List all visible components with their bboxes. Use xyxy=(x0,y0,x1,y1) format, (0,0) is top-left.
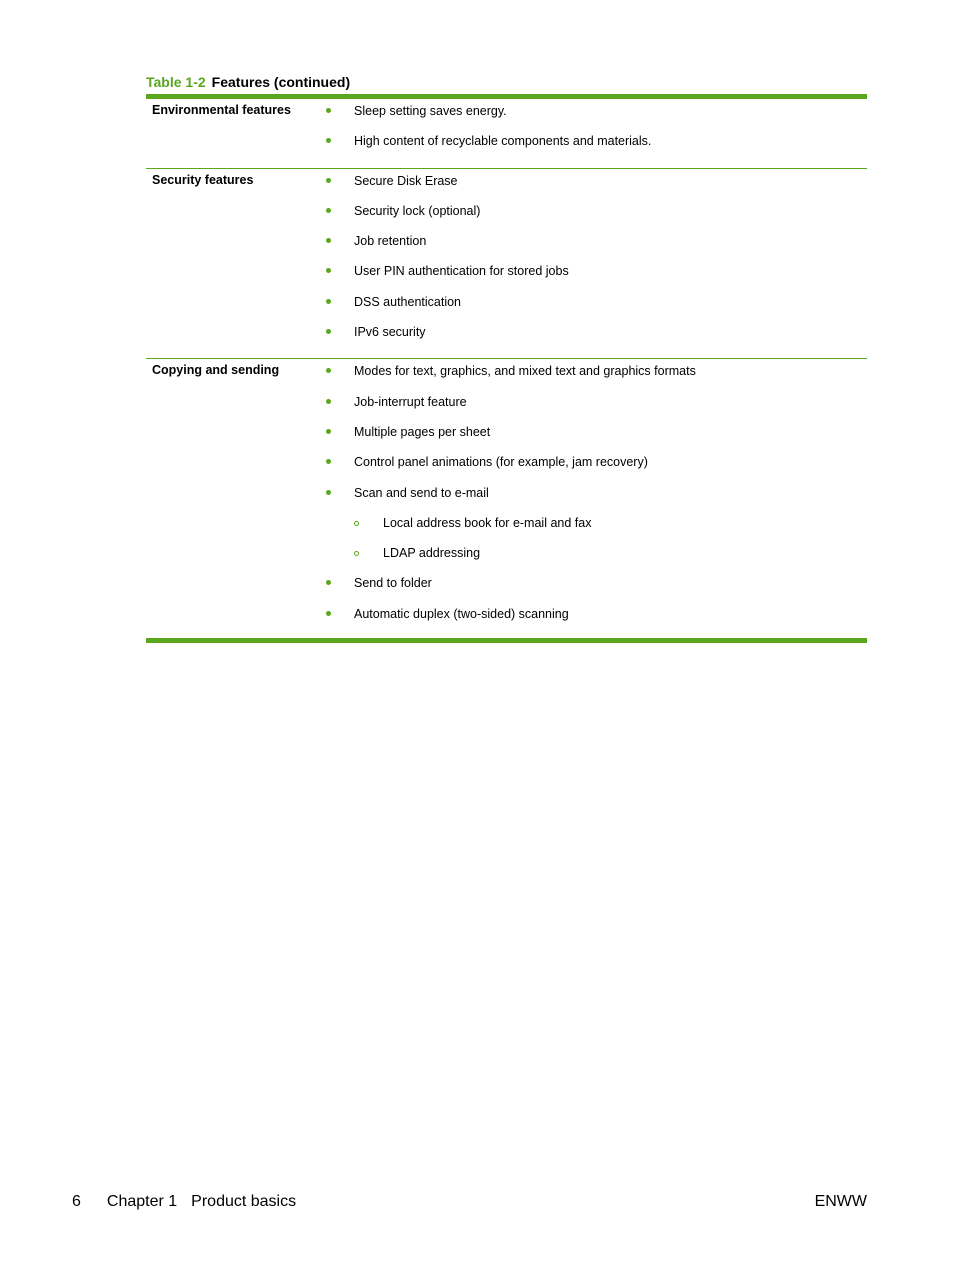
row-label: Environmental features xyxy=(152,103,291,117)
bullet-icon xyxy=(326,178,331,183)
list-item-text: Sleep setting saves energy. xyxy=(354,104,507,118)
table-row-security xyxy=(146,169,867,360)
feature-list xyxy=(146,171,867,353)
list-item xyxy=(146,573,867,603)
list-item xyxy=(146,604,867,634)
row-label: Security features xyxy=(152,172,254,187)
list-item xyxy=(146,171,867,201)
table-row-copying-sending xyxy=(146,359,867,638)
list-item-text: Local address book for e-mail and fax xyxy=(383,515,592,530)
feature-list xyxy=(146,101,867,162)
list-item xyxy=(146,322,867,352)
page-footer-left xyxy=(72,1193,296,1211)
bullet-icon xyxy=(326,611,331,616)
bullet-icon xyxy=(326,399,331,404)
list-item-text: Secure Disk Erase xyxy=(354,173,458,188)
list-item-text: IPv6 security xyxy=(354,325,426,340)
bullet-icon xyxy=(326,108,331,113)
list-item xyxy=(146,422,867,452)
list-item xyxy=(146,261,867,291)
bullet-icon xyxy=(326,238,331,243)
bullet-icon xyxy=(326,208,331,213)
list-item xyxy=(146,483,867,513)
features-table xyxy=(146,94,867,643)
chapter-title: Product basics xyxy=(191,1193,297,1210)
bullet-icon xyxy=(326,459,331,464)
list-item-text: Modes for text, graphics, and mixed text and graphics formats xyxy=(354,364,696,379)
list-item-text: LDAP addressing xyxy=(383,546,481,561)
table-row-environmental xyxy=(146,99,867,169)
sub-list-item xyxy=(146,543,867,573)
list-item xyxy=(146,201,867,231)
list-item-text: Scan and send to e-mail xyxy=(354,485,489,500)
table-title: Features (continued) xyxy=(211,74,351,90)
list-item xyxy=(146,292,867,322)
list-item xyxy=(146,452,867,482)
row-label: Copying and sending xyxy=(152,363,280,378)
list-item-text: Job-interrupt feature xyxy=(354,394,467,409)
list-item-text: Multiple pages per sheet xyxy=(354,424,491,439)
list-item xyxy=(146,361,867,391)
bullet-icon xyxy=(326,329,331,334)
list-item-text: Job retention xyxy=(354,234,427,249)
page-number: 6 xyxy=(72,1193,81,1210)
list-item-text: Security lock (optional) xyxy=(354,203,481,218)
bullet-icon xyxy=(326,490,331,495)
chapter-label: Chapter 1 xyxy=(106,1193,178,1210)
list-item-text: Send to folder xyxy=(354,576,432,591)
feature-list xyxy=(146,361,867,634)
hollow-bullet-icon xyxy=(354,521,359,526)
list-item xyxy=(146,101,867,131)
list-item xyxy=(146,131,867,161)
list-item-text: Automatic duplex (two-sided) scanning xyxy=(354,606,569,621)
list-item xyxy=(146,392,867,422)
hollow-bullet-icon xyxy=(354,551,359,556)
bullet-icon xyxy=(326,580,331,585)
locale-label: ENWW xyxy=(814,1193,867,1210)
bullet-icon xyxy=(326,299,331,304)
list-item xyxy=(146,231,867,261)
list-item-text: High content of recyclable components and materials. xyxy=(354,134,652,149)
list-item-text: Control panel animations (for example, jam recovery) xyxy=(354,455,648,470)
list-item-text: DSS authentication xyxy=(354,294,462,309)
bullet-icon xyxy=(326,368,331,373)
list-item-text: User PIN authentication for stored jobs xyxy=(354,264,569,279)
bullet-icon xyxy=(326,138,331,143)
bullet-icon xyxy=(326,268,331,273)
table-caption xyxy=(146,74,350,90)
bullet-icon xyxy=(326,429,331,434)
table-number: Table 1-2 xyxy=(146,74,206,90)
sub-list-item xyxy=(146,513,867,543)
